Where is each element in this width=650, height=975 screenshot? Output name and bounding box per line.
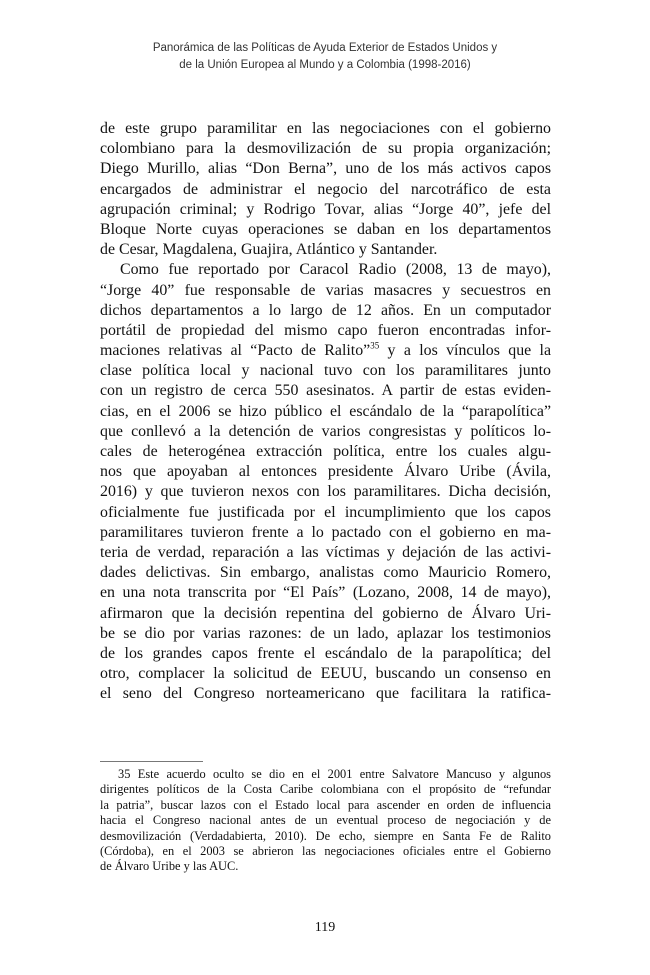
body-line: Como fue reportado por Caracol Radio (2008, 13 de mayo),	[120, 261, 551, 279]
footnote-reference[interactable]: 35	[370, 340, 380, 351]
body-line-text-tail: y a los vínculos que la	[379, 342, 552, 360]
body-line: paramilitares tuvieron frente a lo pactado con el gobierno en ma-	[100, 523, 551, 541]
body-line: en una nota transcrita por “El País” (Lozano, 2008, 14 de mayo),	[100, 584, 551, 602]
footnote-line: 35 Este acuerdo oculto se dio en el 2001 entre Salvatore Mancuso y algunos	[118, 767, 551, 781]
body-line: colombiano para la desmovilización de su propia organización;	[100, 140, 551, 158]
body-line: be se dio por varias razones: de un lado, aplazar los testimonios	[100, 624, 551, 642]
footnote-line: la patria”, buscar lazos con el Estado local para ascender en orden de influencia	[100, 797, 551, 812]
body-line: con un registro de cerca 550 asesinatos. A partir de estas eviden-	[100, 382, 551, 400]
body-text	[100, 119, 551, 704]
body-line: portátil de propiedad del mismo capo fueron encontradas infor-	[100, 321, 551, 339]
running-header-line-2: de la Unión Europea al Mundo y a Colombia (1998-2016)	[179, 59, 471, 71]
body-line: dichos departamentos a lo largo de 12 años. En un computador	[100, 301, 551, 319]
body-line: teria de verdad, reparación a las víctimas y dejación de las activi-	[100, 543, 551, 561]
footnote-35	[100, 767, 551, 875]
body-line: nos que apoyaban al entonces presidente Álvaro Uribe (Ávila,	[100, 463, 551, 481]
footnote-line: de Álvaro Uribe y las AUC.	[100, 859, 239, 874]
body-line: Bloque Norte cuyas operaciones se daban en los departamentos	[100, 220, 551, 238]
body-line-text: maciones relativas al “Pacto de Ralito”	[100, 342, 371, 360]
footnote-line: dirigentes políticos de la Costa Caribe colombiana con el propósito de “refundar	[100, 782, 551, 797]
body-line: Diego Murillo, alias “Don Berna”, uno de los más activos capos	[100, 160, 551, 178]
body-line: “Jorge 40” fue responsable de varias masacres y secuestros en	[100, 281, 551, 299]
body-line: el seno del Congreso norteamericano que facilitara la ratifica-	[100, 685, 551, 703]
body-line: 2016) y que tuvieron nexos con los paramilitares. Dicha decisión,	[100, 483, 551, 501]
body-line: de este grupo paramilitar en las negociaciones con el gobierno	[100, 120, 551, 137]
running-header	[100, 40, 550, 74]
body-line: dades delictivas. Sin embargo, analistas como Mauricio Romero,	[100, 564, 551, 582]
page-number: 119	[314, 920, 336, 935]
body-line: cales de heterogénea extracción política, entre los cuales algu-	[100, 443, 551, 460]
body-line: encargados de administrar el negocio del narcotráfico de esta	[100, 180, 551, 198]
footnote-divider	[100, 761, 203, 762]
body-line: oficialmente fue justificada por el incumplimiento que los capos	[100, 503, 551, 521]
body-line-with-footnote-ref	[100, 341, 551, 361]
body-line: que conllevó a la detención de varios congresistas y políticos lo-	[100, 422, 551, 440]
body-line: afirmaron que la decisión repentina del gobierno de Álvaro Uri-	[100, 604, 551, 622]
body-line: otro, complacer la solicitud de EEUU, buscando un consenso en	[100, 665, 551, 683]
footnote-line: hacia el Congreso nacional antes de un eventual proceso de negociación y de	[100, 813, 551, 828]
body-line: agrupación criminal; y Rodrigo Tovar, alias “Jorge 40”, jefe del	[100, 200, 551, 218]
body-line: de los grandes capos frente el escándalo de la parapolítica; del	[100, 644, 551, 662]
body-line: cias, en el 2006 se hizo público el escándalo de la “parapolítica”	[100, 402, 551, 420]
body-line: de Cesar, Magdalena, Guajira, Atlántico y Santander.	[100, 241, 438, 259]
footnote-line: (Córdoba), en el 2003 se abrieron las negociaciones oficiales entre el Gobierno	[100, 843, 551, 858]
running-header-line-1: Panorámica de las Políticas de Ayuda Exterior de Estados Unidos y	[152, 42, 498, 54]
body-line: clase política local y nacional tuvo con los paramilitares junto	[100, 362, 551, 380]
footnote-line: desmovilización (Verdadabierta, 2010). De echo, siempre en Santa Fe de Ralito	[100, 828, 551, 843]
